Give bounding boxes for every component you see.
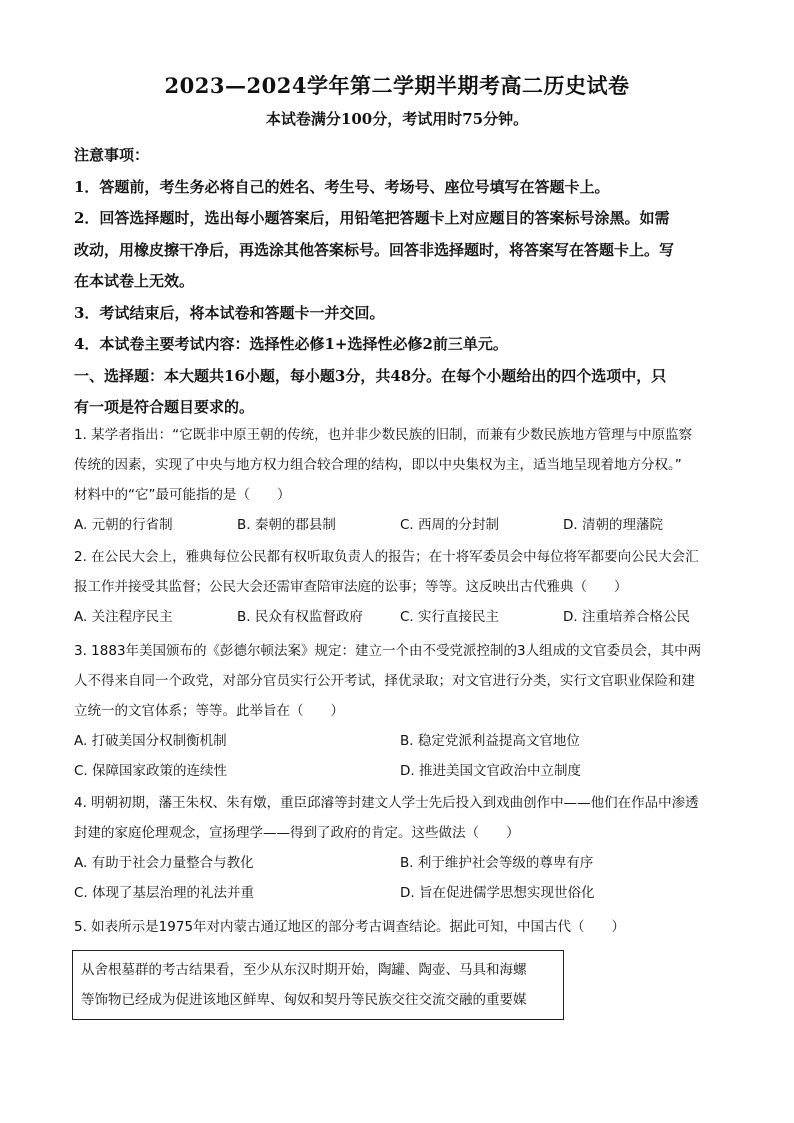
option-c: C. 实行直接民主 (400, 609, 500, 625)
options-row (74, 510, 726, 540)
table-text: 等饰物已经成为促进该地区鲜卑、匈奴和契丹等民族交往交流交融的重要媒 (81, 992, 527, 1008)
question-text: 5. 如表所示是1975年对内蒙古通辽地区的部分考古调查结论。据此可知，中国古代（ ） (74, 919, 626, 935)
question-text: 报工作并接受其监督；公民大会还需审查陪审法庭的讼事；等等。这反映出古代雅典（ ） (74, 579, 628, 595)
section-heading: 一、选择题：本大题共16小题，每小题3分，共48分。在每个小题给出的四个选项中，只 (74, 366, 667, 385)
question-4 (74, 788, 726, 908)
exam-subtitle: 本试卷满分100分，考试用时75分钟。 (265, 110, 529, 128)
question-3 (74, 636, 726, 786)
note-line: 3．考试结束后，将本试卷和答题卡一并交回。 (74, 303, 385, 322)
question-2 (74, 542, 726, 632)
option-c: C. 西周的分封制 (400, 517, 500, 533)
question-text: 4. 明朝初期，藩王朱权、朱有燉，重臣邱濬等封建文人学士先后投入到戏曲创作中——他们在作品中渗透 (74, 795, 699, 811)
option-d: D. 清朝的理藩院 (563, 517, 663, 533)
notes-heading: 注意事项： (74, 146, 150, 164)
option-d: D. 注重培养合格公民 (563, 609, 690, 625)
question-text: 1. 某学者指出：“它既非中原王朝的传统，也并非少数民族的旧制，而兼有少数民族地方管理与中原监察 (74, 427, 693, 443)
table-text: 从舍根墓群的考古结果看，至少从东汉时期开始，陶罐、陶壶、马具和海螺 (81, 962, 527, 978)
option-a: A. 打破美国分权制衡机制 (74, 733, 227, 749)
note-line: 2．回答选择题时，选出每小题答案后，用铅笔把答题卡上对应题目的答案标号涂黑。如需 (74, 209, 670, 227)
option-a: A. 有助于社会力量整合与教化 (74, 855, 254, 871)
options-row (74, 726, 726, 756)
note-line: 改动，用橡皮擦干净后，再选涂其他答案标号。回答非选择题时，将答案写在答题卡上。写 (74, 240, 675, 259)
options-row (74, 756, 726, 786)
section-heading: 有一项是符合题目要求的。 (74, 398, 255, 416)
question-text: 人不得来自同一个政党，对部分官员实行公开考试，择优录取；对文官进行分类，实行文官职业保险和建 (74, 673, 695, 689)
question-5 (74, 912, 726, 942)
option-d: D. 推进美国文官政治中立制度 (400, 763, 581, 779)
option-b: B. 民众有权监督政府 (237, 609, 363, 625)
question-text: 封建的家庭伦理观念，宣扬理学——得到了政府的肯定。这些做法（ ） (74, 825, 520, 841)
option-b: B. 秦朝的郡县制 (237, 517, 336, 533)
options-row (74, 848, 726, 878)
note-line: 1．答题前，考生务必将自己的姓名、考生号、考场号、座位号填写在答题卡上。 (74, 177, 610, 196)
options-row (74, 602, 726, 632)
option-c: C. 体现了基层治理的礼法并重 (74, 885, 255, 901)
option-b: B. 稳定党派利益提高文官地位 (400, 733, 580, 749)
question-text: 传统的因素，实现了中央与地方权力组合较合理的结构，即以中央集权为主，适当地呈现着地方分权。” (74, 457, 682, 473)
question-text: 2. 在公民大会上，雅典每位公民都有权听取负责人的报告；在十将军委员会中每位将军都要向公民大会汇 (74, 549, 699, 565)
option-a: A. 元朝的行省制 (74, 517, 173, 533)
question-text: 立统一的文官体系；等等。此举旨在（ ） (74, 703, 344, 719)
question-text: 3. 1883年美国颁布的《彭德尔顿法案》规定：建立一个由不受党派控制的3人组成的文官委员会，其中两 (74, 643, 702, 659)
option-c: C. 保障国家政策的连续性 (74, 763, 228, 779)
question-1 (74, 420, 726, 540)
question-text: 材料中的“它”最可能指的是（ ） (74, 487, 291, 503)
notes-section (74, 140, 724, 424)
archaeology-table-box (72, 950, 564, 1020)
option-d: D. 旨在促进儒学思想实现世俗化 (400, 885, 595, 901)
note-line: 在本试卷上无效。 (74, 272, 195, 290)
exam-title: 2023—2024学年第二学期半期考高二历史试卷 (164, 73, 630, 98)
option-b: B. 利于维护社会等级的尊卑有序 (400, 855, 594, 871)
option-a: A. 关注程序民主 (74, 609, 173, 625)
note-line: 4．本试卷主要考试内容：选择性必修1+选择性必修2前三单元。 (74, 335, 508, 353)
options-row (74, 878, 726, 908)
